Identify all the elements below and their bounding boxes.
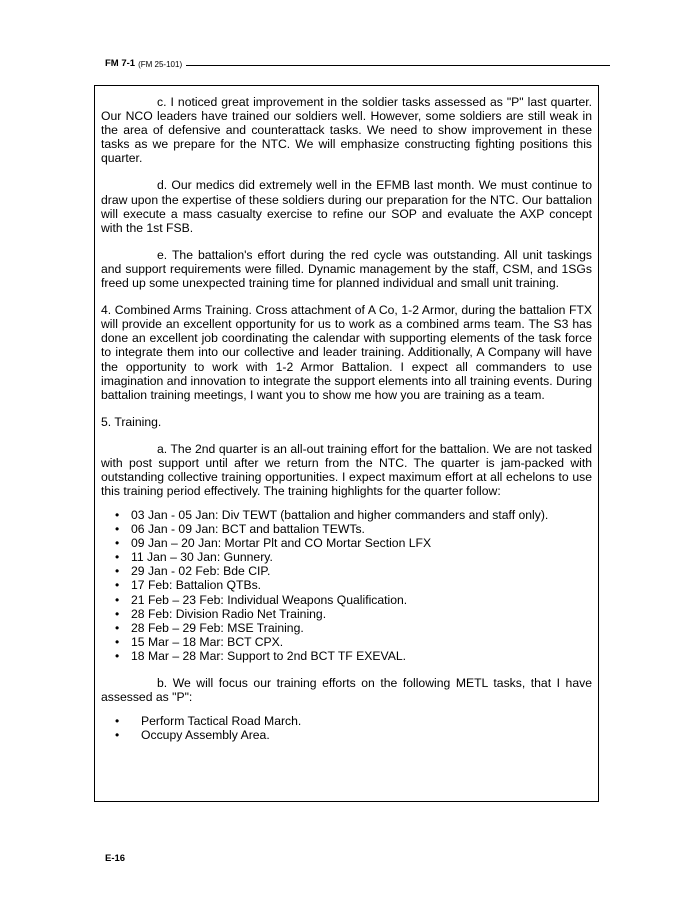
list-item: • 18 Mar – 28 Mar: Support to 2nd BCT TF EXEVAL.	[101, 649, 592, 663]
paragraph-5b: b. We will focus our training efforts on the following METL tasks, that I have assessed as "P":	[101, 675, 592, 704]
header-rule	[186, 65, 610, 66]
list-item: • 15 Mar – 18 Mar: BCT CPX.	[101, 635, 592, 649]
bordered-text-frame	[94, 85, 599, 802]
list-item: • 17 Feb: Battalion QTBs.	[101, 578, 592, 592]
page-number: E-16	[105, 853, 126, 864]
training-schedule-list	[101, 508, 592, 663]
paragraph-c: c. I noticed great improvement in the soldier tasks assessed as "P" last quarter. Our NCO leaders have trained our soldiers well. However, some soldiers are still weak in the area of defensive and counterattack tasks. We need to show improvement in these tasks as we prepare for the NTC. We will emphasize constructing fighting positions this quarter.	[101, 95, 592, 166]
paragraph-5: 5. Training.	[101, 414, 162, 429]
paragraph-d: d. Our medics did extremely well in the EFMB last month. We must continue to draw upon the expertise of these soldiers during our preparation for the NTC. Our battalion will execute a mass casualty exercise to refine our SOP and evaluate the AXP concept with the 1st FSB.	[101, 178, 592, 235]
list-item: • 03 Jan - 05 Jan: Div TEWT (battalion and higher commanders and staff only).	[101, 508, 592, 522]
list-item: • Perform Tactical Road March.	[101, 714, 592, 728]
metl-task-list	[101, 714, 592, 742]
paragraph-5a: a. The 2nd quarter is an all-out training effort for the battalion. We are not tasked with post support until after we return from the NTC. The quarter is jam-packed with outstanding collective training opportunities. I expect maximum effort at all echelons to use this training period effectively. The training highlights for the quarter follow:	[101, 441, 592, 499]
fm-number: FM 7-1	[105, 58, 136, 69]
list-item: • 28 Feb – 29 Feb: MSE Training.	[101, 621, 592, 635]
paragraph-e: e. The battalion's effort during the red cycle was outstanding. All unit taskings and support requirements were filled. Dynamic management by the staff, CSM, and 1SGs freed up some unexpected training time for planned individual and small unit training.	[101, 247, 592, 291]
paragraph-4: 4. Combined Arms Training. Cross attachment of A Co, 1-2 Armor, during the battalion FTX will provide an excellent opportunity for us to work as a combined arms team. The S3 has done an excellent job coordinating the calendar with supporting elements of the task force to integrate them into our collective and leader training. Additionally, A Company will have the opportunity to work with 1-2 Armor Battalion. I expect all commanders to use imagination and innovation to integrate the support elements into all training events. During battalion training meetings, I want you to show me how you are training as a team.	[101, 303, 592, 402]
fm-alt-number: (FM 25-101)	[138, 60, 183, 69]
list-item: • 06 Jan - 09 Jan: BCT and battalion TEWTs.	[101, 522, 592, 536]
list-item: • 09 Jan – 20 Jan: Mortar Plt and CO Mortar Section LFX	[101, 536, 592, 550]
list-item: • 28 Feb: Division Radio Net Training.	[101, 607, 592, 621]
list-item: • Occupy Assembly Area.	[101, 728, 592, 742]
list-item: • 21 Feb – 23 Feb: Individual Weapons Qualification.	[101, 593, 592, 607]
page-header	[105, 55, 610, 69]
list-item: • 29 Jan - 02 Feb: Bde CIP.	[101, 564, 592, 578]
list-item: • 11 Jan – 30 Jan: Gunnery.	[101, 550, 592, 564]
